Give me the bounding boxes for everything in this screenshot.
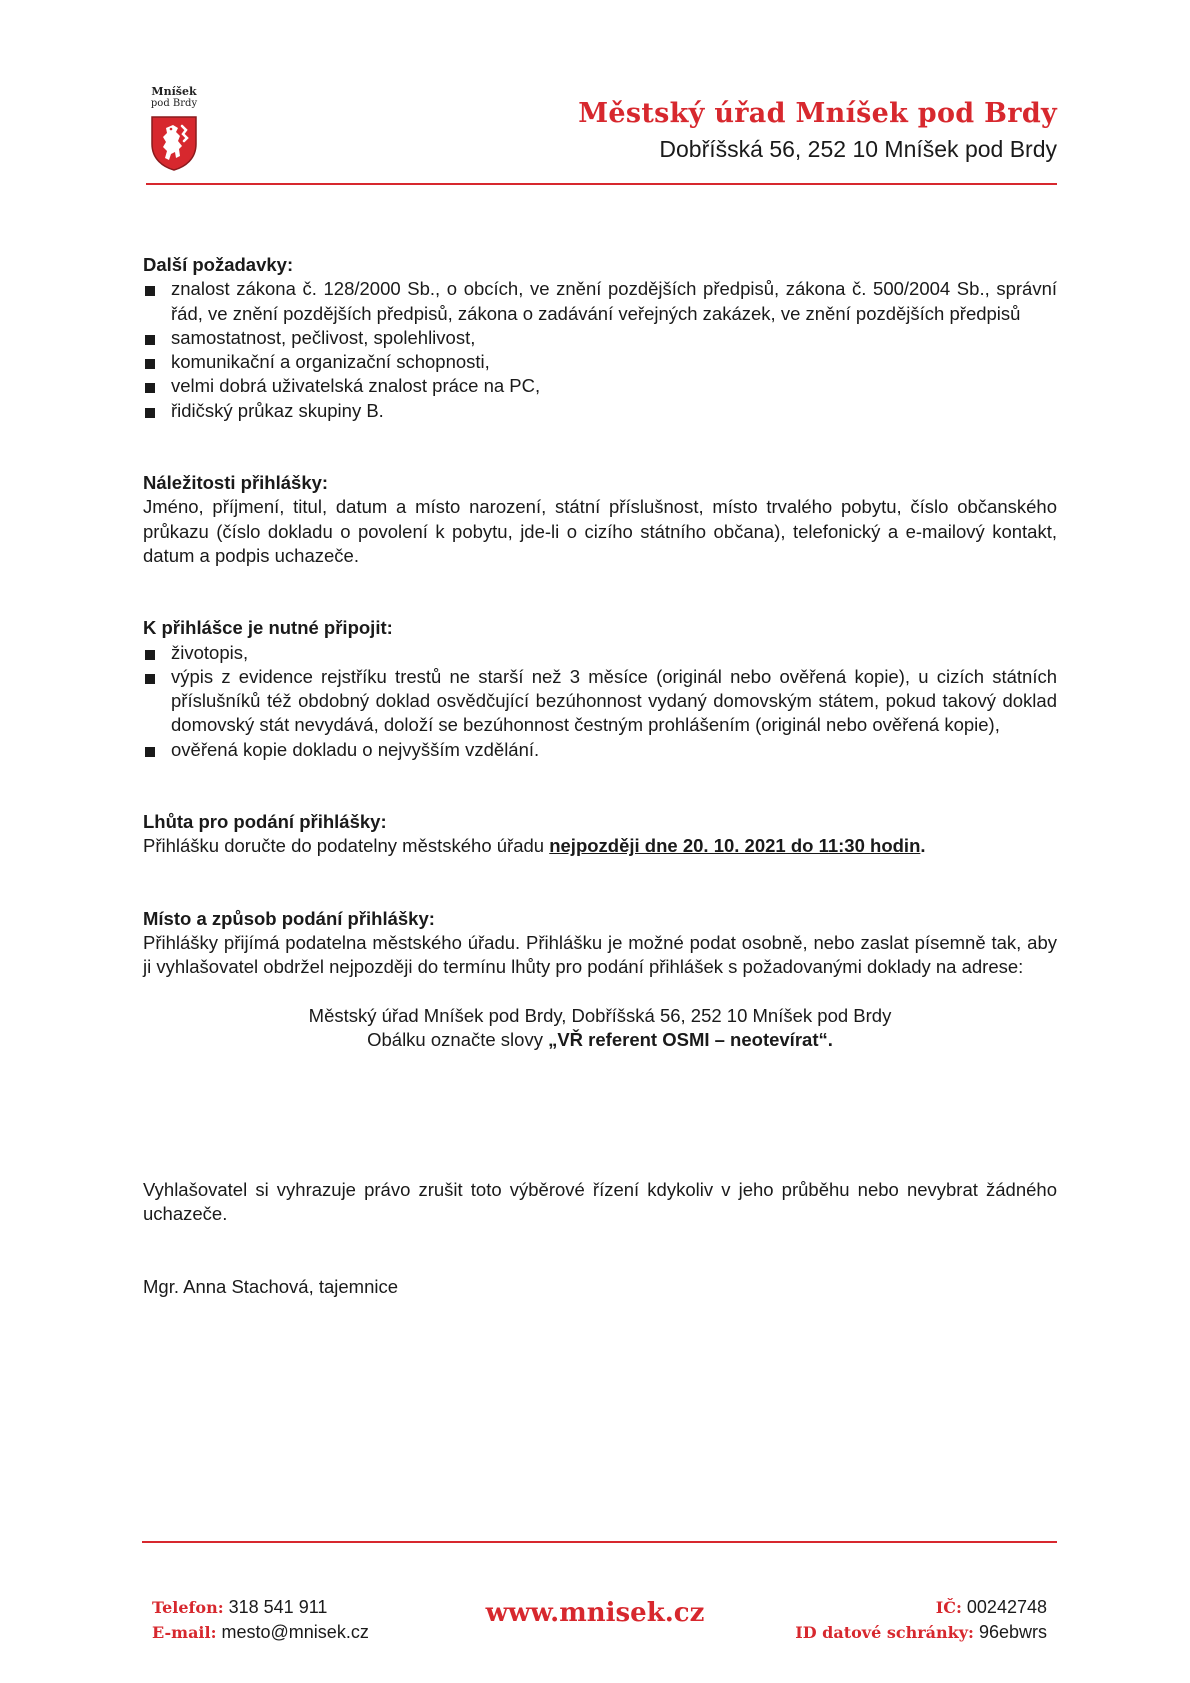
envelope-label: „VŘ referent OSMI – neotevírat“. [548, 1028, 833, 1050]
email-label: E-mail: [152, 1623, 217, 1642]
coat-of-arms-icon [149, 114, 199, 172]
attachments-list [143, 641, 1057, 762]
deadline-text-prefix: Přihlášku doručte do podatelny městského úřadu [143, 835, 550, 857]
list-item: ověřená kopie dokladu o nejvyšším vzdělání. [143, 738, 1057, 762]
section-heading: Náležitosti přihlášky: [143, 472, 329, 494]
envelope-prefix: Obálku označte slovy [367, 1028, 549, 1050]
signature: Mgr. Anna Stachová, tajemnice [143, 1275, 399, 1297]
submission-section [143, 907, 1057, 1052]
office-address: Dobříšská 56, 252 10 Mníšek pod Brdy [659, 136, 1057, 162]
submission-address: Městský úřad Mníšek pod Brdy, Dobříšská 56, 252 10 Mníšek pod Brdy [308, 1004, 892, 1026]
deadline-text [143, 834, 1057, 858]
attachments-section [143, 616, 1057, 762]
list-item: velmi dobrá uživatelská znalost práce na PC, [143, 374, 1057, 398]
submission-text: Přihlášky přijímá podatelna městského úřadu. Přihlášku je možné podat osobně, nebo zaslat písemně tak, aby ji vyhlašovatel obdržel nejpozději do termínu lhůty pro podání přihlášek s požadovanými doklady na adrese: [143, 931, 1057, 978]
town-logo [146, 86, 202, 172]
ic-value: 00242748 [966, 1597, 1047, 1617]
list-item: samostatnost, pečlivost, spolehlivost, [143, 326, 1057, 350]
application-details-text: Jméno, příjmení, titul, datum a místo narození, státní příslušnost, místo trvalého pobytu, číslo občanského průkazu (číslo dokladu o povolení k pobytu, jde-li o cizího státního občana), telefonický a e-mailový kontakt, datum a podpis uchazeče. [143, 496, 1057, 566]
logo-line-2: pod Brdy [150, 98, 198, 109]
databox-label: ID datové schránky: [795, 1623, 974, 1642]
requirements-section [143, 253, 1057, 423]
phone-label: Telefon: [152, 1598, 224, 1617]
application-details-section [143, 471, 1057, 568]
website-link[interactable]: www.mnisek.cz [485, 1598, 705, 1628]
section-heading: K přihlášce je nutné připojit: [143, 617, 393, 639]
deadline-date: nejpozději dne 20. 10. 2021 do 11:30 hodin [549, 835, 921, 857]
reservation-text: Vyhlašovatel si vyhrazuje právo zrušit toto výběrové řízení kdykoliv v jeho průběhu nebo nevybrat žádného uchazeče. [143, 1179, 1057, 1225]
requirements-list [143, 277, 1057, 423]
list-item: výpis z evidence rejstříku trestů ne starší než 3 měsíce (originál nebo ověřená kopie), u cizích státních příslušníků též obdobný doklad osvědčující bezúhonnost vydaný domovským státem, pokud takový doklad domovský stát nevydává, doloží se bezúhonnost čestným prohlášením (originál nebo ověřená kopie), [143, 665, 1057, 738]
deadline-text-suffix: . [920, 835, 926, 857]
document-body [143, 253, 1057, 1299]
list-item: komunikační a organizační schopnosti, [143, 350, 1057, 374]
envelope-instruction [143, 1028, 1057, 1052]
section-heading: Místo a způsob podání přihlášky: [143, 907, 435, 929]
logo-line-1: Mníšek [151, 85, 197, 98]
section-heading: Lhůta pro podání přihlášky: [143, 811, 387, 833]
section-heading: Další požadavky: [143, 254, 294, 275]
footer-registry [795, 1595, 1047, 1645]
list-item: řidičský průkaz skupiny B. [143, 399, 1057, 423]
list-item: znalost zákona č. 128/2000 Sb., o obcích, ve znění pozdějších předpisů, zákona č. 500/2004 Sb., správní řád, ve znění pozdějších předpisů, zákona o zadávání veřejných zakázek, ve znění pozdějších předpisů [143, 277, 1057, 326]
databox-value: 96ebwrs [978, 1622, 1047, 1642]
office-title: Městský úřad Mníšek pod Brdy [578, 98, 1057, 129]
header-divider [146, 183, 1057, 185]
deadline-section [143, 810, 1057, 859]
ic-label: IČ: [935, 1598, 962, 1617]
list-item: životopis, [143, 641, 1057, 665]
email-value[interactable]: mesto@mnisek.cz [221, 1622, 369, 1642]
footer-divider [142, 1541, 1057, 1543]
phone-value: 318 541 911 [228, 1597, 328, 1617]
